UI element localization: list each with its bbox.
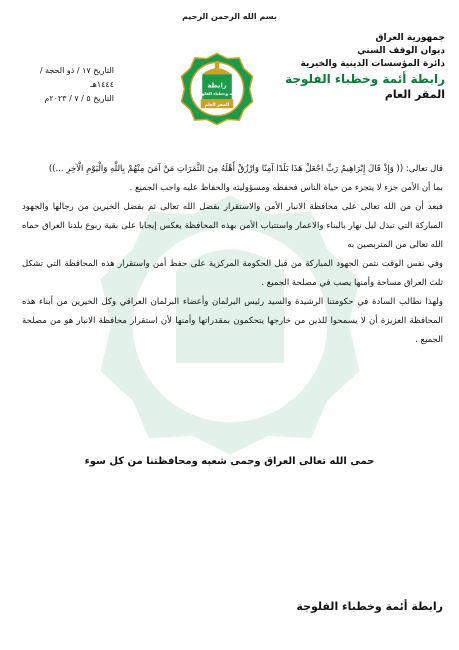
header-ministry: ديوان الوقف السني <box>357 46 445 56</box>
organization-logo <box>180 52 254 126</box>
header-organization: رابطة أئمة وخطباء الفلوجة <box>285 72 445 86</box>
logo-bottom-text: المقر العام <box>204 103 230 109</box>
paragraph-security: بما أن الأمن جزء لا يتجزء من حياة الناس فحفظه ومسؤوليته والحفاظ عليه واجب الجميع . <box>129 183 443 193</box>
paragraph-anbar: فبعد أن من الله تعالى على محافظة الانبار الأمن والاستقرار بفضل الله تعالى ثم بفضل الخيرين من رجالها والجهود المباركة التي تبذل ليل نهار بالبناء والاعمار واستتباب الأمن بهذه المحافظة يعكس إيجابا على بقية ربوع بلدنا العراق حماه الله تعالى من المتربصين به <box>22 202 443 250</box>
header-dates <box>14 64 114 106</box>
basmala: بسم الله الرحمن الرحيم <box>182 12 277 21</box>
logo-top-text: رابطة <box>207 81 227 90</box>
header-country: جمهورية العراق <box>375 33 445 43</box>
header-issuer <box>285 32 445 102</box>
letter-body <box>22 160 443 350</box>
paragraph-government: وفي نفس الوقت نثمن الجهود المباركة من قبل الحكومة المركزية على حفظ أمن واستقرار هذه المحافظة التي تشكل ثلث العراق مساحة وأمنها يصب في مصلحة الجميع . <box>22 259 443 288</box>
header-department: دائرة المؤسسات الدينية والخيرية <box>300 59 445 69</box>
date-gregorian: التاريخ ٥ / ٧ / ٢٠٢٣م <box>44 94 114 103</box>
logo-mid-text: أئمة وخطباء الفلوجة <box>196 90 238 96</box>
date-hijri: التاريخ ١٧ / ذو الحجة / ١٤٤٤هـ <box>39 66 114 89</box>
paragraph-demand: ولهذا نطالب السادة في حكومتنا الرشيدة والسيد رئيس البرلمان وأعضاء البرلمان العراقي وكل الخيرين من أبناء هذه المحافظة العزيزة أن لا يسمحوا للذين من خارجها يتحكمون بمقدراتها وأمنها لأن استقرار محافظة الانبار هو من مصلحة الجميع . <box>22 297 443 345</box>
closing-prayer: حمى الله تعالى العراق وحمى شعبه ومحافظتنا من كل سوء <box>84 456 375 467</box>
signature: رابطة أئمة وخطباء الفلوجة <box>296 600 443 613</box>
header-hq: المقر العام <box>384 88 445 101</box>
verse-quote: قال تعالى: (( وَإِذْ قَالَ إِبْرَاهِيمُ رَبِّ اجْعَلْ هَذَا بَلَدًا آمِنًا وَارْزُقْ أَهْلَهُ مِنَ الثَّمَرَاتِ مَنْ آمَنَ مِنْهُمْ بِاللَّهِ وَالْيَوْمِ الْآخِرِ ...)) <box>48 164 443 174</box>
